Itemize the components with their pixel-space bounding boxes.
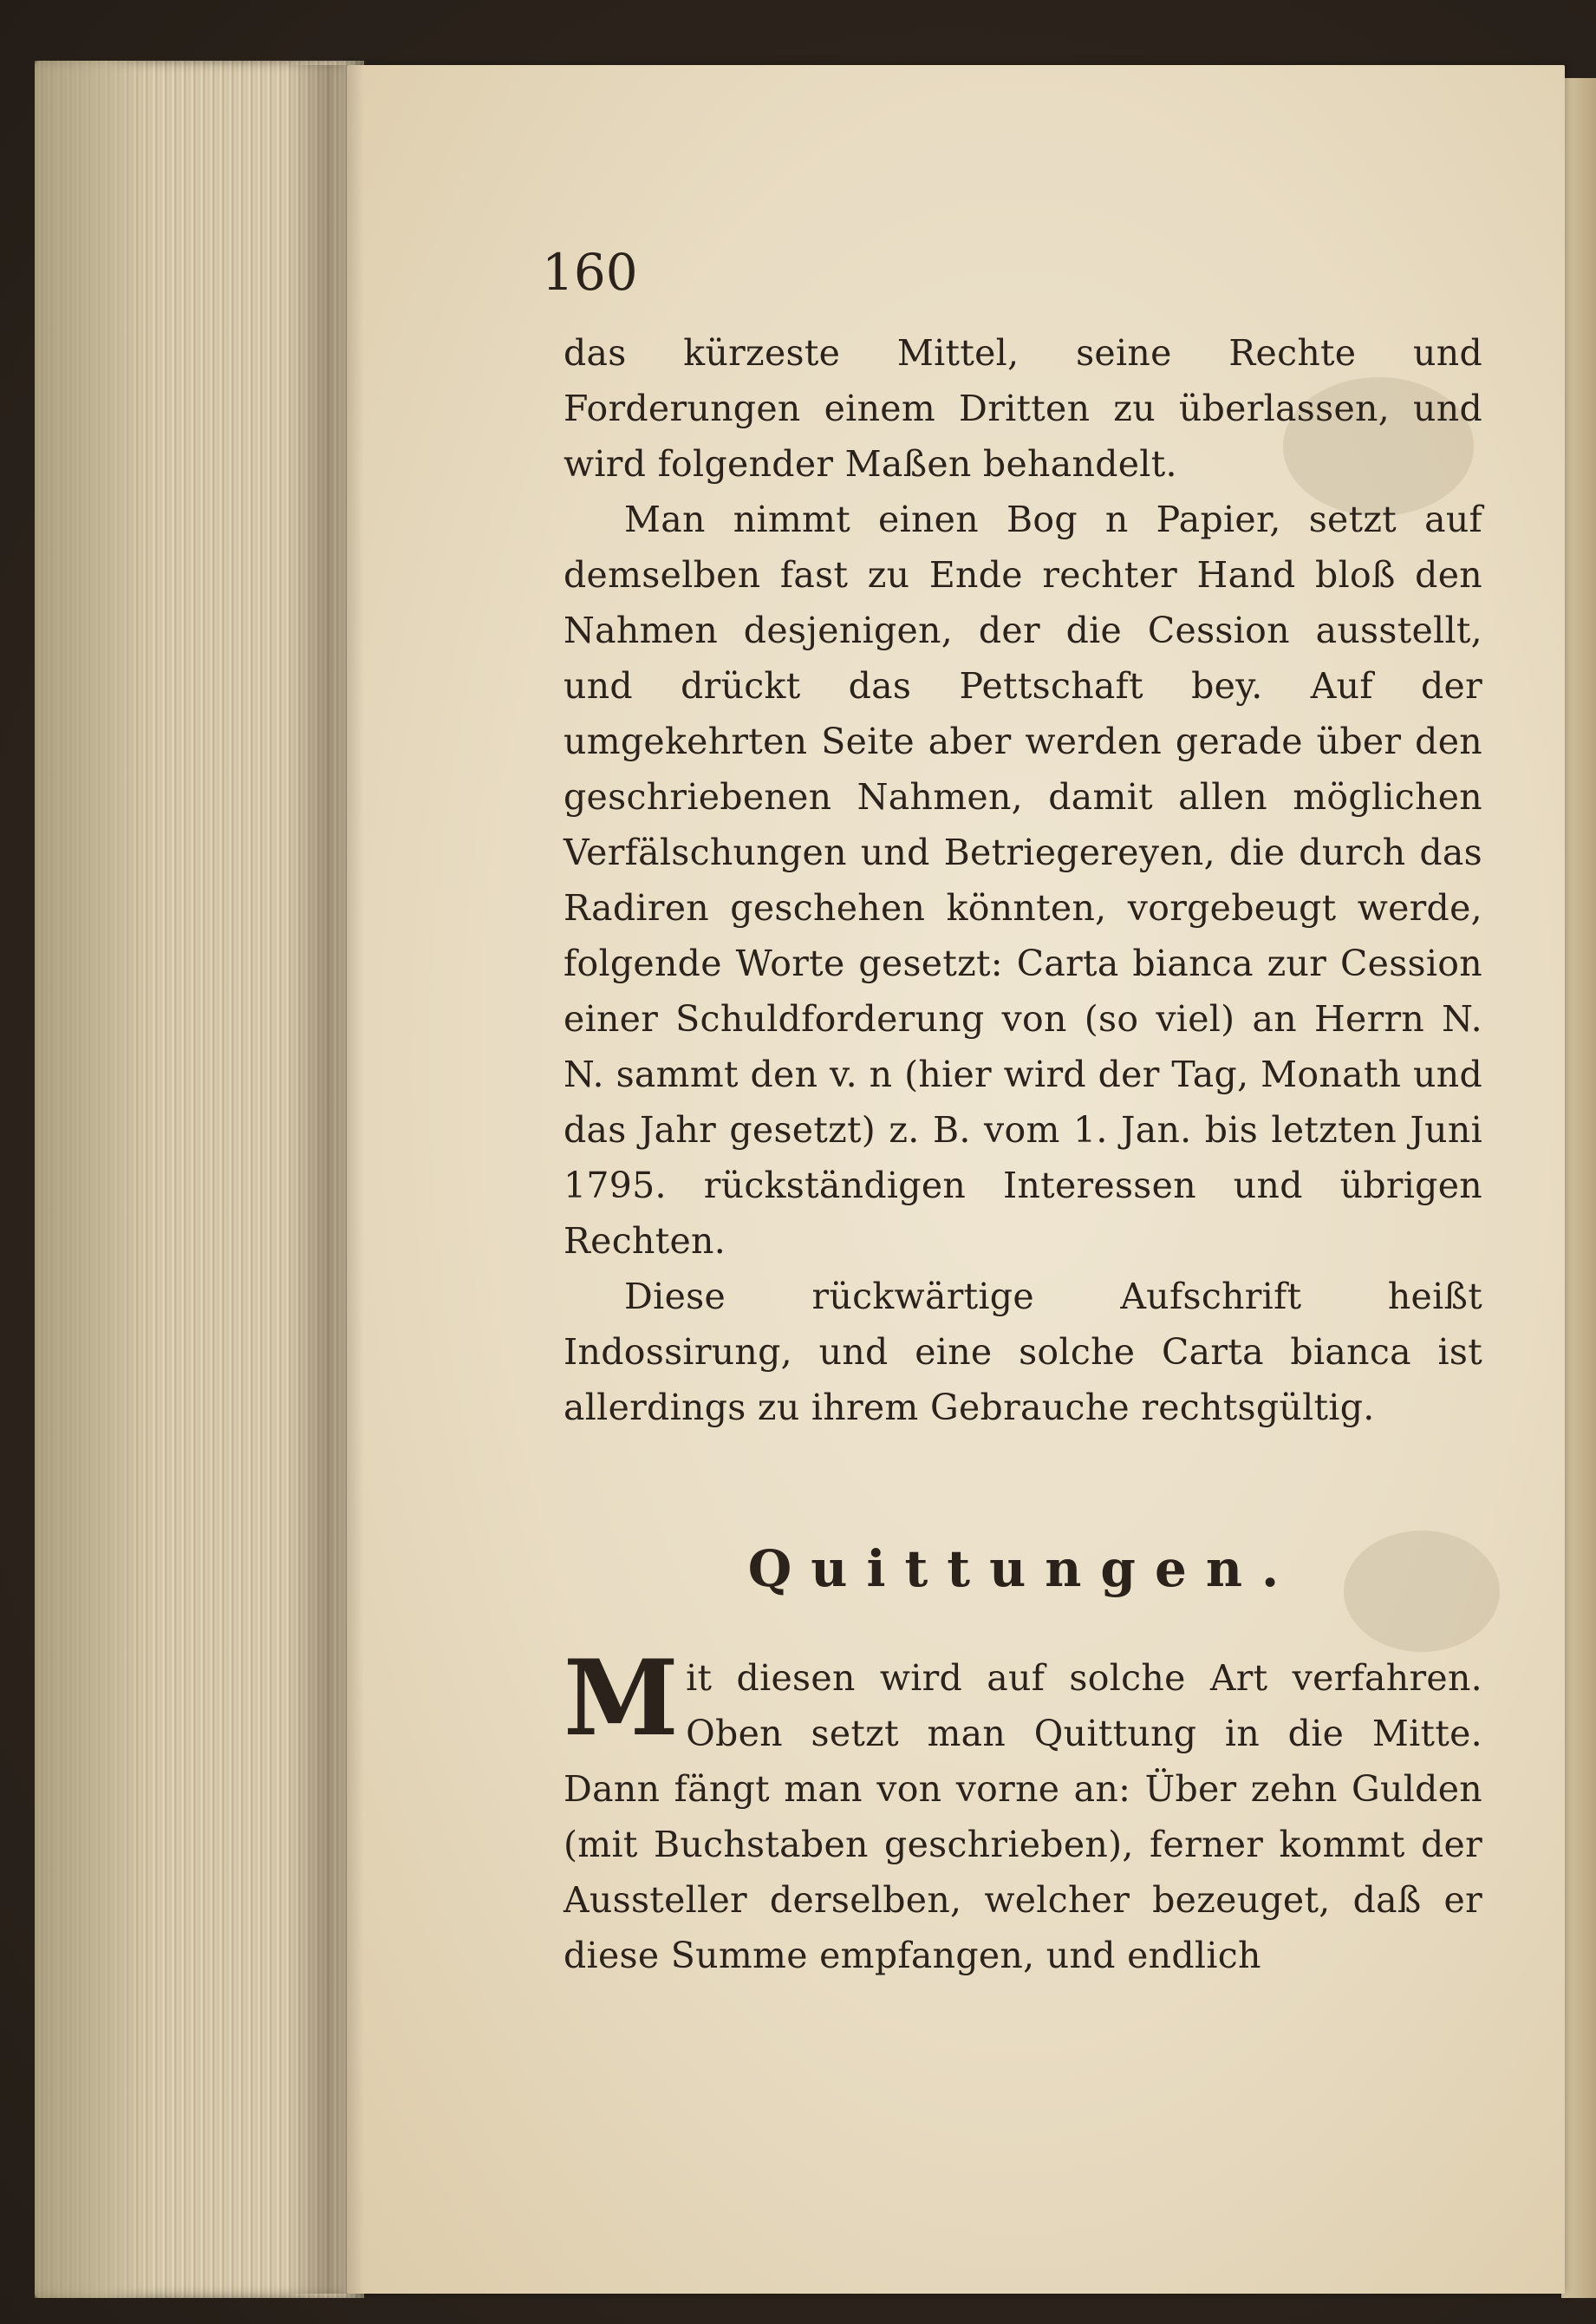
section-text: it diesen wird auf solche Art verfahren. Oben setzt man Quittung in die Mitte. Dann fängt man von vorne an: Über zehn Gulden (mit Buchstaben geschrieben), ferner kommt der Aussteller derselben, welcher bezeuget, daß er diese Summe empfangen, und endlich [563,1657,1482,1976]
paragraph-3: Diese rückwärtige Aufschrift heißt Indossirung, und eine solche Carta bianca ist allerdings zu ihrem Gebrauche rechtsgültig. [563,1276,1482,1428]
body-text [563,325,1482,1983]
paragraph-1: das kürzeste Mittel, seine Rechte und Forderungen einem Dritten zu überlassen, und wird folgender Maßen behandelt. [563,332,1482,485]
page-number: 160 [542,243,638,302]
book-page [347,65,1565,2294]
section-paragraph [563,1637,1482,1983]
paragraph-2: Man nimmt einen Bog n Papier, setzt auf demselben fast zu Ende rechter Hand bloß den Nahmen desjenigen, der die Cession ausstellt, und drückt das Pettschaft bey. Auf der umgekehrten Seite aber werden gerade über den geschriebenen Nahmen, damit allen möglichen Verfälschungen und Betriegereyen, die durch das Radiren geschehen könnten, vorgebeugt werde, folgende Worte gesetzt: Carta bianca zur Cession einer Schuldforderung von (so viel) an Herrn N. N. sammt den v. n (hier wird der Tag, Monath und das Jahr gesetzt) z. B. vom 1. Jan. bis letzten Juni 1795. rückständigen Interessen und übrigen Rechten. [563,499,1482,1262]
section-heading: Quittungen. [747,1539,1299,1598]
next-leaf-edge [1561,78,1596,2298]
dropcap-letter: M [563,1637,680,1759]
spine-shadow [286,65,364,2294]
